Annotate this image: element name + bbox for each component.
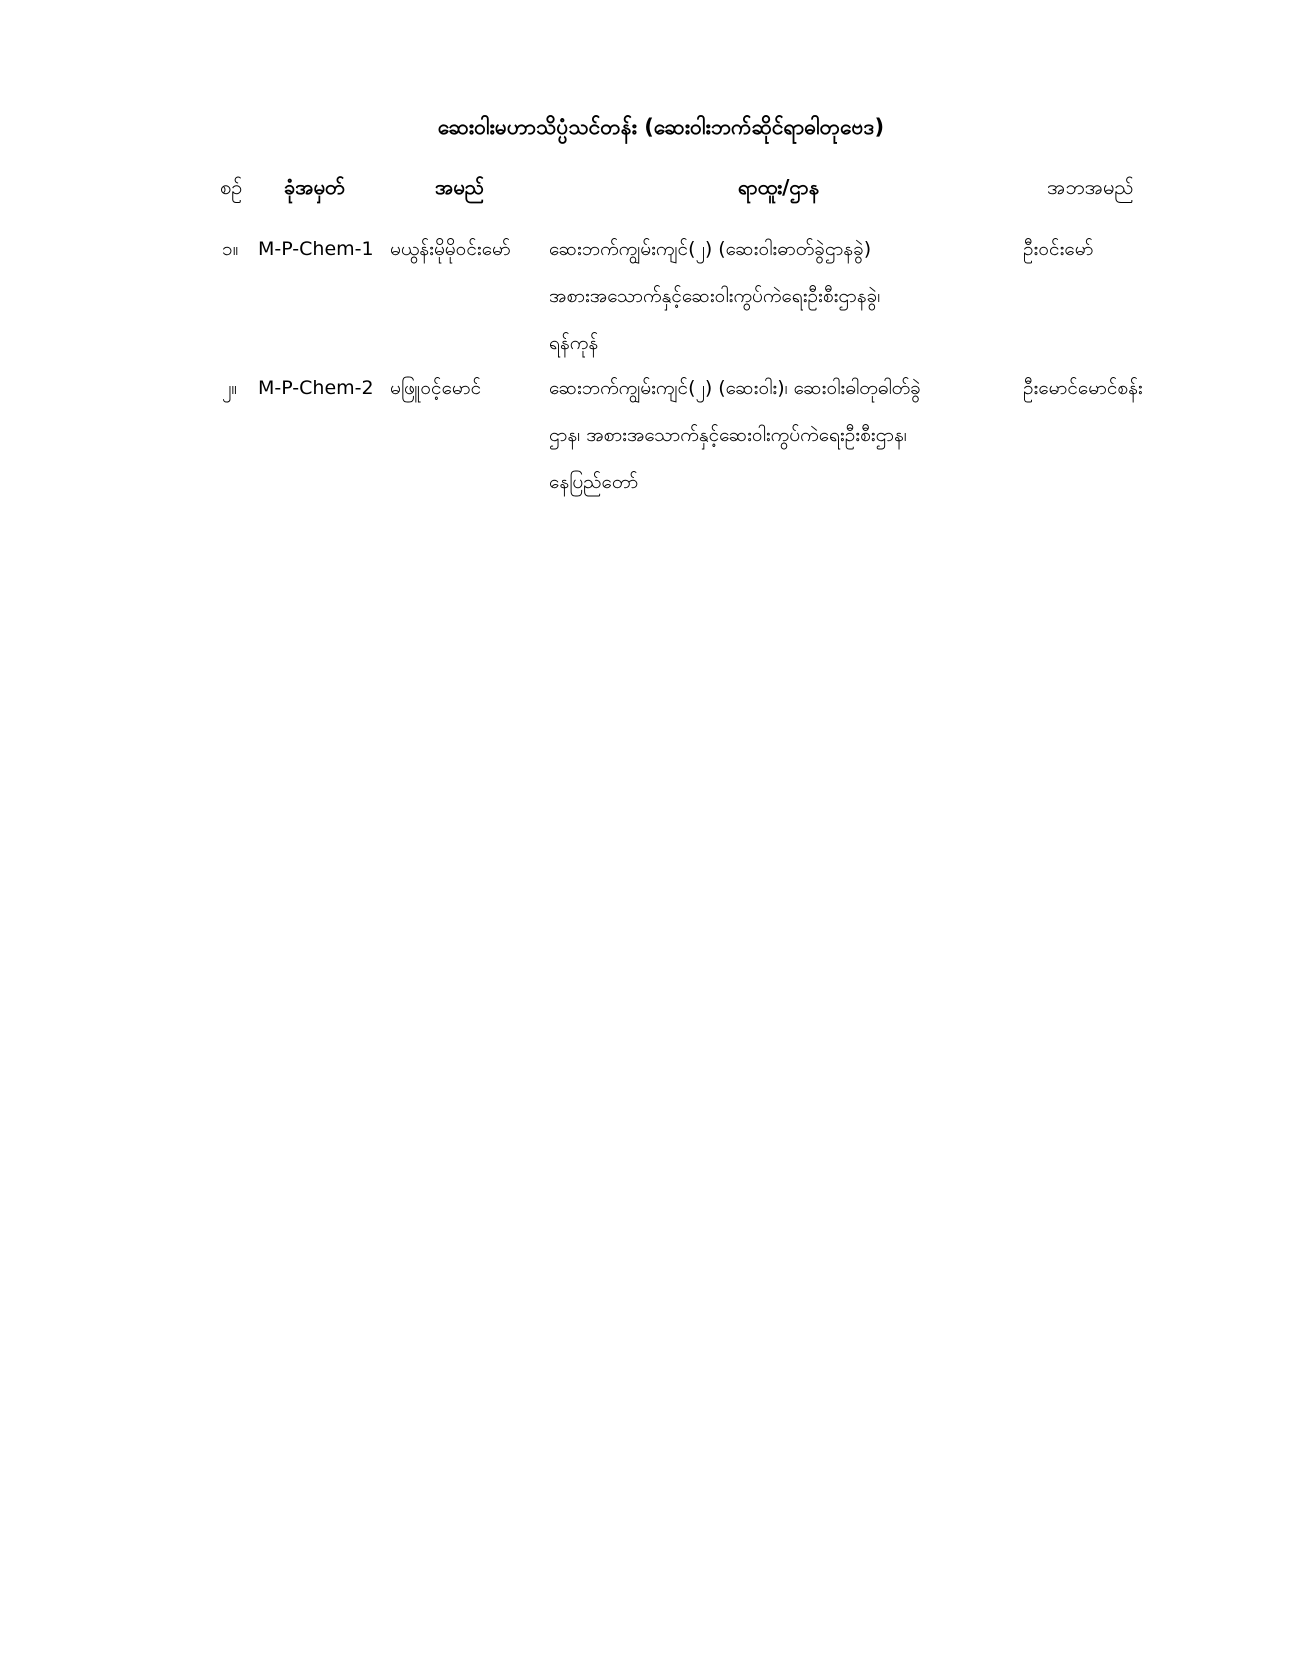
row-1-father-name: ဦးဝင်းမော် xyxy=(1023,238,1094,260)
header-father-name: အဘအမည် xyxy=(1047,175,1134,199)
row-2-roll-number: M-P-Chem-2 xyxy=(258,377,374,399)
row-2-office-line-2: ဌာန၊ အစားအသောက်နှင့်ဆေးဝါးကွပ်ကဲရေးဦးစီးဌာန၊ xyxy=(549,424,907,446)
row-1-office-line-3: ရန်ကုန် xyxy=(549,332,599,354)
row-1-position-department xyxy=(549,226,880,367)
row-1-serial-no: ၁။ xyxy=(222,238,239,260)
row-1-name: မယွန်းမိုမိုဝင်းမော် xyxy=(390,238,511,260)
row-1-office-line-2: အစားအသောက်နှင့်ဆေးဝါးကွပ်ကဲရေးဦးစီးဌာနခွဲ၊ xyxy=(549,285,881,307)
row-2-office-line-3: နေပြည်တော် xyxy=(549,471,639,493)
row-2-office-line-1: ဆေးဘက်ကျွမ်းကျင်(၂) (ဆေးဝါး)၊ ဆေးဝါးဓါတုဓါတ်ခွဲ xyxy=(549,377,921,399)
row-1-roll-number: M-P-Chem-1 xyxy=(258,238,374,260)
header-roll-number: ခုံအမှတ် xyxy=(284,175,345,199)
row-2-position-department xyxy=(549,365,921,506)
row-1-office-line-1: ဆေးဘက်ကျွမ်းကျင်(၂) (ဆေးဝါးဓာတ်ခွဲဌာနခွဲ) xyxy=(549,238,872,260)
header-serial-no: စဉ် xyxy=(220,175,243,199)
document-title: ဆေးဝါးမဟာသိပ္ပံသင်တန်း (ဆေးဝါးဘက်ဆိုင်ရာဓါတုဗေဒ) xyxy=(437,115,885,139)
header-name: အမည် xyxy=(435,175,485,199)
row-2-name: မဖြူဝင့်မောင် xyxy=(390,377,482,399)
row-2-father-name: ဦးမောင်မောင်စန်း xyxy=(1023,377,1143,399)
row-2-serial-no: ၂။ xyxy=(222,377,238,399)
header-position-department: ရာထူး/ဌာန xyxy=(738,175,820,199)
